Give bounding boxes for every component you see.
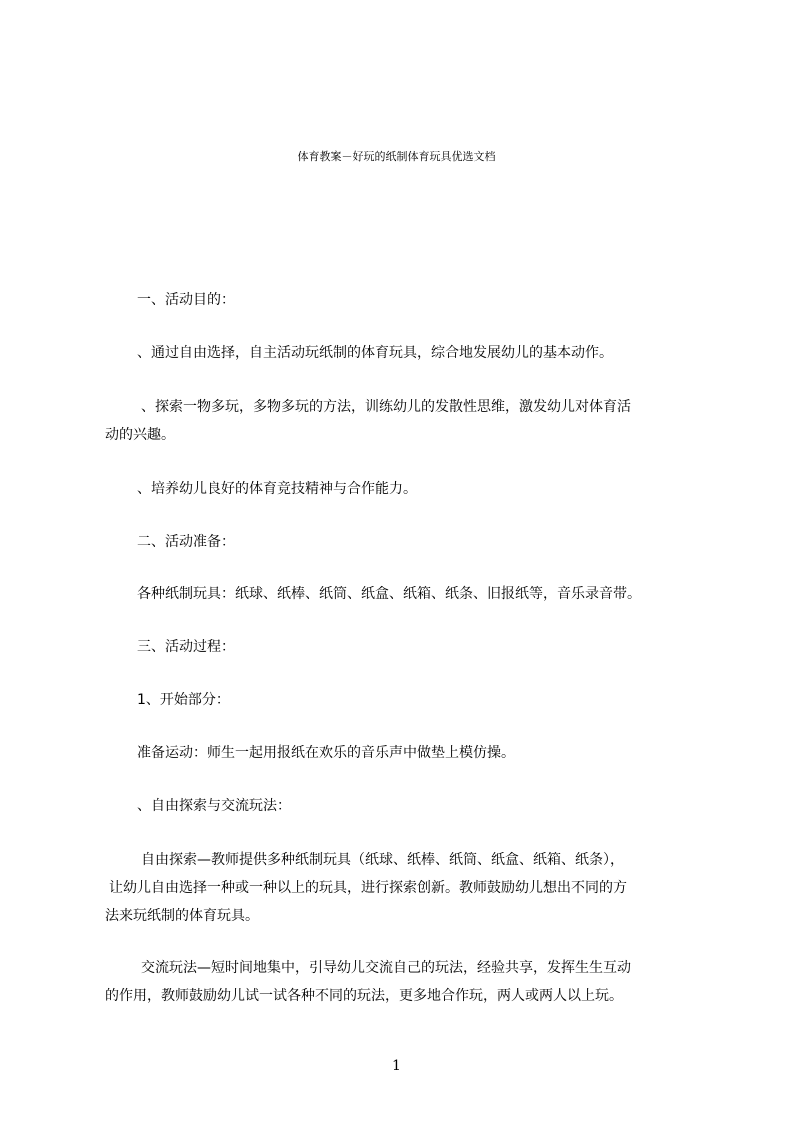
paragraph-objective-2-line-2: 动的兴趣。 — [105, 427, 175, 443]
paragraph-materials: 各种纸制玩具：纸球、纸棒、纸筒、纸盒、纸箱、纸条、旧报纸等，音乐录音带。 — [137, 586, 641, 602]
page-number: 1 — [392, 1058, 401, 1074]
subheading-free-exploration: 、自由探索与交流玩法： — [137, 798, 291, 814]
paragraph-exploration-line-1: 自由探索—教师提供多种纸制玩具（纸球、纸棒、纸筒、纸盒、纸箱、纸条）， — [141, 852, 624, 868]
section-heading-process: 三、活动过程： — [137, 639, 235, 655]
paragraph-exploration-line-2: 让幼儿自由选择一种或一种以上的玩具，进行探索创新。教师鼓励幼儿想出不同的方 — [109, 880, 627, 896]
paragraph-objective-3: 、培养幼儿良好的体育竞技精神与合作能力。 — [137, 481, 417, 497]
paragraph-warmup: 准备运动：师生一起用报纸在欢乐的音乐声中做垫上模仿操。 — [137, 745, 515, 761]
subheading-opening: 1、开始部分： — [137, 692, 230, 708]
paragraph-objective-2-line-1: 、探索一物多玩，多物多玩的方法，训练幼儿的发散性思维，激发幼儿对体育活 — [141, 399, 631, 415]
document-title: 体育教案－好玩的纸制体育玩具优选文档 — [297, 150, 496, 163]
paragraph-sharing-line-1: 交流玩法—短时间地集中，引导幼儿交流自己的玩法，经验共享，发挥生生互动 — [141, 960, 631, 976]
section-heading-objectives: 一、活动目的： — [137, 292, 235, 308]
paragraph-sharing-line-2: 的作用，教师鼓励幼儿试一试各种不同的玩法，更多地合作玩，两人或两人以上玩。 — [105, 988, 623, 1004]
paragraph-exploration-line-3: 法来玩纸制的体育玩具。 — [105, 908, 259, 924]
section-heading-preparation: 二、活动准备： — [137, 534, 235, 550]
paragraph-objective-1: 、通过自由选择，自主活动玩纸制的体育玩具，综合地发展幼儿的基本动作。 — [137, 345, 613, 361]
